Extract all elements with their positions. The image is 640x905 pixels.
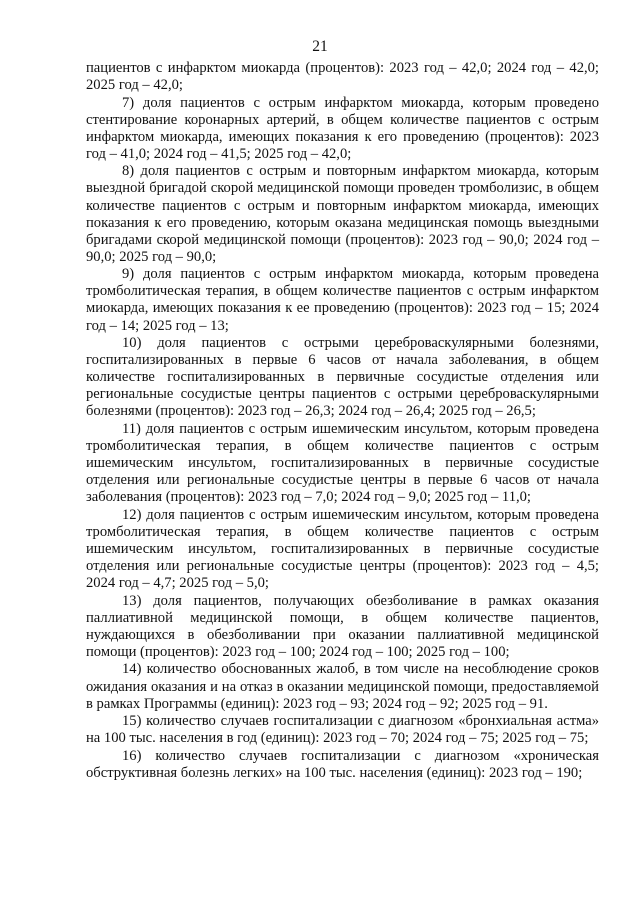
paragraph-item-9: 9) доля пациентов с острым инфарктом миокарда, которым проведена тромболитическая терапия, в общем количестве пациентов с острым инфарктом миокарда, имеющих показания к ее проведению (процентов): 2023 год – 15; 2024 год – 14; 2025 год – 13;: [86, 266, 599, 334]
page-number: 21: [312, 38, 328, 55]
document-body: [86, 60, 599, 782]
paragraph-item-10: 10) доля пациентов с острыми цереброваскулярными болезнями, госпитализированных в первые 6 часов от начала заболевания, в общем количестве госпитализированных в первичные сосудистые отделения или региональные сосудистые центры пациентов с острыми цереброваскулярными болезнями (процентов): 2023 год – 26,3; 2024 год – 26,4; 2025 год – 26,5;: [86, 335, 599, 420]
paragraph-item-14: 14) количество обоснованных жалоб, в том числе на несоблюдение сроков ожидания оказания и на отказ в оказании медицинской помощи, предоставляемой в рамках Программы (единиц): 2023 год – 93; 2024 год – 92; 2025 год – 91.: [86, 661, 599, 712]
paragraph-item-12: 12) доля пациентов с острым ишемическим инсультом, которым проведена тромболитическая терапия, в общем количестве пациентов с острым ишемическим инсультом, госпитализированных в первичные сосудистые отделения или региональные сосудистые центры (процентов): 2023 год – 4,5; 2024 год – 4,7; 2025 год – 5,0;: [86, 506, 599, 592]
paragraph-6-continuation: пациентов с инфарктом миокарда (процентов): 2023 год – 42,0; 2024 год – 42,0; 2025 год – 42,0;: [86, 60, 599, 94]
paragraph-item-8: 8) доля пациентов с острым и повторным инфарктом миокарда, которым выездной бригадой скорой медицинской помощи проведен тромболизис, в общем количестве пациентов с острым и повторным инфарктом миокарда, имеющих показания к его проведению, которым оказана медицинская помощь выездными бригадами скорой медицинской помощи (процентов): 2023 год – 90,0; 2024 год – 90,0; 2025 год – 90,0;: [86, 163, 599, 265]
paragraph-item-15: 15) количество случаев госпитализации с диагнозом «бронхиальная астма» на 100 тыс. населения в год (единиц): 2023 год – 70; 2024 год – 75; 2025 год – 75;: [86, 713, 599, 747]
paragraph-item-13: 13) доля пациентов, получающих обезболивание в рамках оказания паллиативной медицинской помощи, в общем количестве пациентов, нуждающихся в обезболивании при оказании паллиативной медицинской помощи (процентов): 2023 год – 100; 2024 год – 100; 2025 год – 100;: [86, 592, 599, 660]
paragraph-item-11: 11) доля пациентов с острым ишемическим инсультом, которым проведена тромболитическая терапия, в общем количестве пациентов с острым ишемическим инсультом, госпитализированных в первичные сосудистые отделения или региональные сосудистые центры в первые 6 часов от начала заболевания (процентов): 2023 год – 7,0; 2024 год – 9,0; 2025 год – 11,0;: [86, 420, 599, 506]
paragraph-item-16: 16) количество случаев госпитализации с диагнозом «хроническая обструктивная болезнь легких» на 100 тыс. населения (единиц): 2023 год – 190;: [86, 747, 599, 781]
paragraph-item-7: 7) доля пациентов с острым инфарктом миокарда, которым проведено стентирование коронарных артерий, в общем количестве пациентов с острым инфарктом миокарда, имеющих показания к его проведению (процентов): 2023 год – 41,0; 2024 год – 41,5; 2025 год – 42,0;: [86, 94, 599, 162]
